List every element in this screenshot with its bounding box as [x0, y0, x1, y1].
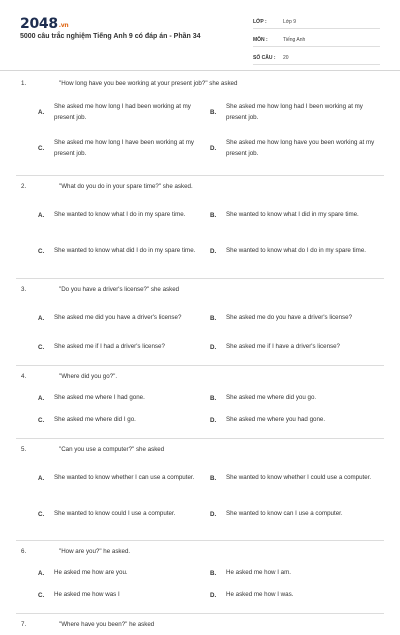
option-text: She asked me how long have you been working at my present job.	[226, 138, 375, 157]
option-a[interactable]	[38, 392, 210, 404]
question-number: 5.	[21, 446, 27, 453]
option-text: She wanted to know can I use a computer.	[226, 510, 343, 518]
option-text: She asked me where you had gone.	[226, 416, 326, 424]
option-letter: B.	[210, 474, 217, 482]
option-text: She wanted to know what do I do in my spare time.	[226, 247, 366, 255]
question-number: 3.	[21, 286, 27, 293]
option-letter: D.	[210, 591, 217, 599]
question-1	[0, 80, 400, 183]
option-c[interactable]	[38, 508, 210, 520]
option-c[interactable]	[38, 589, 210, 601]
option-letter: B.	[210, 569, 217, 577]
option-letter: C.	[38, 416, 45, 424]
document-title: 5000 câu trắc nghiệm Tiếng Anh 9 có đáp án - Phần 34	[20, 33, 201, 40]
option-row	[0, 409, 400, 431]
option-d[interactable]	[210, 589, 382, 601]
option-a[interactable]	[38, 312, 210, 324]
meta-value: Tiếng Anh	[283, 36, 306, 43]
option-letter: D.	[210, 144, 217, 152]
option-text: He asked me how was I	[54, 591, 120, 599]
question-head	[0, 621, 400, 635]
meta-key: SỐ CÂU :	[253, 54, 276, 61]
option-text: She asked me if I had a driver's license?	[54, 343, 165, 351]
option-a[interactable]	[38, 209, 210, 221]
meta-row-grade	[253, 15, 380, 29]
question-3	[0, 286, 400, 373]
question-head	[0, 373, 400, 387]
option-text: She wanted to know what I did in my spare time.	[226, 211, 359, 219]
option-text: She wanted to know whether I could use a computer.	[226, 474, 372, 482]
option-row	[0, 460, 400, 496]
option-c[interactable]	[38, 414, 210, 426]
question-4	[0, 373, 400, 446]
option-d[interactable]	[210, 508, 382, 520]
question-text: "Can you use a computer?" she asked	[59, 446, 165, 453]
meta-key: MÔN :	[253, 36, 268, 43]
option-letter: A.	[38, 211, 45, 219]
meta-row-count	[253, 51, 380, 65]
option-letter: A.	[38, 108, 45, 116]
question-number: 1.	[21, 80, 27, 87]
option-c[interactable]	[38, 137, 210, 160]
option-letter: D.	[210, 510, 217, 518]
question-head	[0, 446, 400, 460]
option-d[interactable]	[210, 245, 382, 257]
option-text: She asked me how long had I been working at my present job.	[226, 102, 363, 121]
option-b[interactable]	[210, 312, 382, 324]
meta-value: 20	[283, 54, 289, 61]
option-row	[0, 496, 400, 532]
option-letter: C.	[38, 247, 45, 255]
option-letter: A.	[38, 569, 45, 577]
question-number: 6.	[21, 548, 27, 555]
question-head	[0, 548, 400, 562]
option-letter: C.	[38, 510, 45, 518]
option-letter: D.	[210, 247, 217, 255]
document-header	[0, 0, 400, 71]
document-meta	[253, 15, 380, 69]
option-letter: B.	[210, 108, 217, 116]
option-d[interactable]	[210, 414, 382, 426]
question-number: 2.	[21, 183, 27, 190]
option-a[interactable]	[38, 567, 210, 579]
question-text: "Do you have a driver's license?" she asked	[59, 286, 180, 293]
option-b[interactable]	[210, 567, 382, 579]
option-letter: A.	[38, 314, 45, 322]
question-text: "How long have you bee working at your present job?" she asked	[59, 80, 238, 87]
question-head	[0, 80, 400, 94]
question-number: 4.	[21, 373, 27, 380]
option-text: She wanted to know what I do in my spare time.	[54, 211, 186, 219]
option-letter: B.	[210, 211, 217, 219]
option-a[interactable]	[38, 101, 210, 124]
question-text: "Where did you go?".	[59, 373, 118, 380]
option-row	[0, 130, 400, 166]
question-number: 7.	[21, 621, 27, 628]
option-row	[0, 94, 400, 130]
option-b[interactable]	[210, 101, 382, 124]
question-7	[0, 621, 400, 635]
option-row	[0, 197, 400, 233]
option-letter: A.	[38, 474, 45, 482]
option-letter: A.	[38, 394, 45, 402]
meta-key: LỚP :	[253, 18, 267, 25]
meta-row-subject	[253, 33, 380, 47]
option-text: She asked me how long I had been working at my present job.	[54, 102, 191, 121]
option-a[interactable]	[38, 472, 210, 484]
option-d[interactable]	[210, 137, 382, 160]
option-text: She asked me if I have a driver's license?	[226, 343, 340, 351]
option-b[interactable]	[210, 209, 382, 221]
option-row	[0, 233, 400, 269]
option-text: She asked me where did you go.	[226, 394, 317, 402]
option-text: She wanted to know could I use a computer.	[54, 510, 176, 518]
option-letter: D.	[210, 416, 217, 424]
option-c[interactable]	[38, 341, 210, 353]
question-5	[0, 446, 400, 548]
question-text: "Where have you been?" he asked	[59, 621, 155, 628]
option-letter: D.	[210, 343, 217, 351]
question-2	[0, 183, 400, 286]
question-text: "How are you?" he asked.	[59, 548, 131, 555]
option-text: He asked me how are you.	[54, 569, 128, 577]
option-letter: C.	[38, 144, 45, 152]
option-row	[0, 387, 400, 409]
option-b[interactable]	[210, 472, 382, 484]
question-head	[0, 183, 400, 197]
question-list	[0, 80, 400, 635]
option-text: She asked me where I had gone.	[54, 394, 145, 402]
option-text: She asked me how long I have been working at my present job.	[54, 138, 194, 157]
question-text: "What do you do in your spare time?" she asked.	[59, 183, 193, 190]
logo-domain: .vn	[58, 22, 69, 29]
site-logo[interactable]	[20, 16, 68, 32]
option-letter: B.	[210, 314, 217, 322]
option-row	[0, 562, 400, 584]
option-letter: B.	[210, 394, 217, 402]
option-text: She asked me do you have a driver's license?	[226, 314, 353, 322]
option-text: She wanted to know whether I can use a computer.	[54, 474, 195, 482]
option-b[interactable]	[210, 392, 382, 404]
option-d[interactable]	[210, 341, 382, 353]
option-letter: C.	[38, 591, 45, 599]
option-text: He asked me how I am.	[226, 569, 291, 577]
option-row	[0, 336, 400, 358]
option-letter: C.	[38, 343, 45, 351]
option-text: She wanted to know what did I do in my spare time.	[54, 247, 196, 255]
option-text: He asked me how I was.	[226, 591, 294, 599]
option-row	[0, 584, 400, 606]
question-head	[0, 286, 400, 300]
option-c[interactable]	[38, 245, 210, 257]
option-text: She asked me did you have a driver's license?	[54, 314, 182, 322]
option-text: She asked me where did I go.	[54, 416, 136, 424]
question-6	[0, 548, 400, 621]
logo-text: 2048	[20, 16, 58, 32]
option-row	[0, 300, 400, 336]
meta-value: Lớp 9	[283, 18, 297, 25]
